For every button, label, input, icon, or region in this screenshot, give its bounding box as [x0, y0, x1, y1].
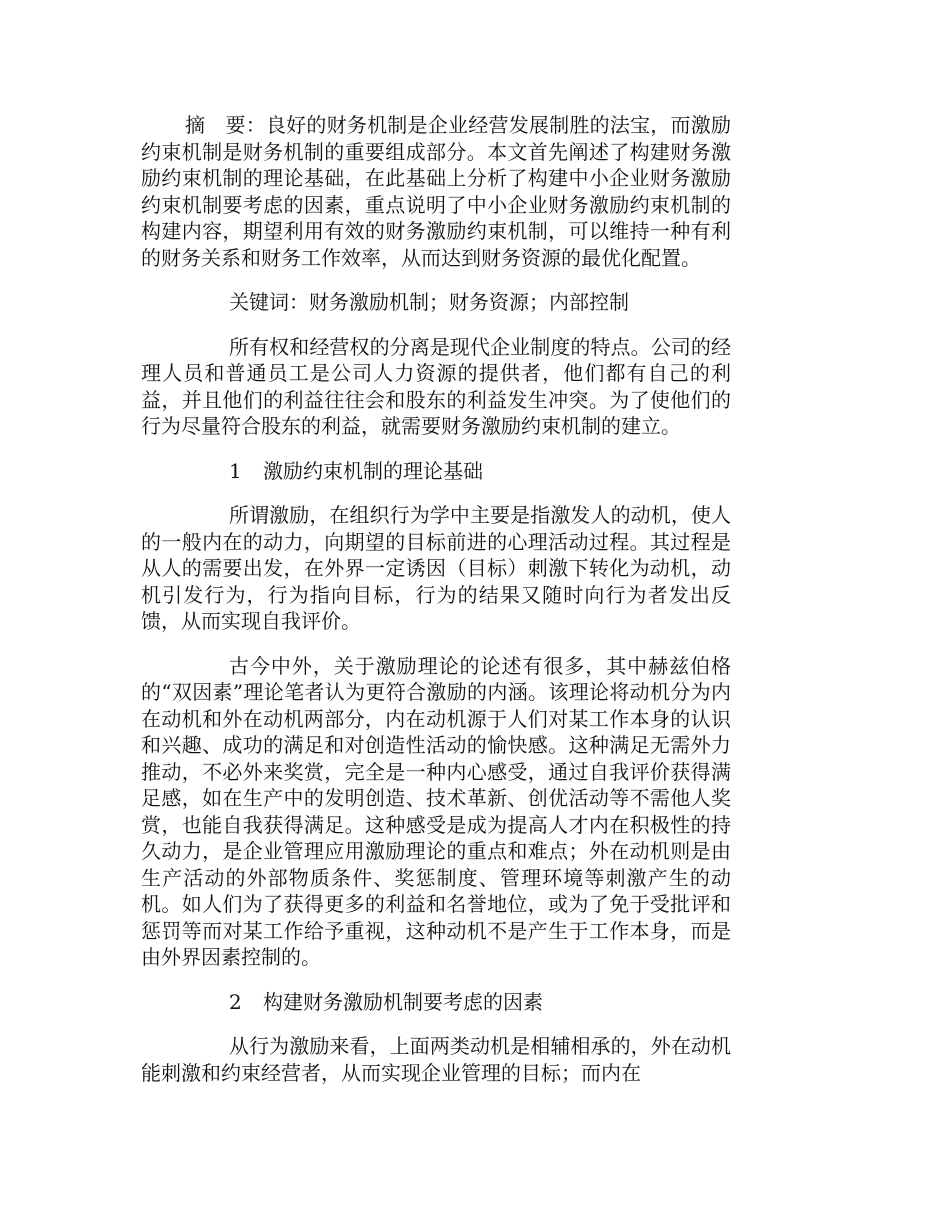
section-1-title: 激励约束机制的理论基础 [263, 458, 483, 483]
section-1-number: 1 [229, 458, 242, 483]
section-2-heading [141, 989, 731, 1016]
section-2-title: 构建财务激励机制要考虑的因素 [263, 989, 543, 1014]
section-1-paragraph: 所谓激励，在组织行为学中主要是指激发人的动机，使人的一般内在的动力，向期望的目标前进的心理活动过程。其过程是从人的需要出发，在外界一定诱因（目标）刺激下转化为动机，动机引发行为，行为指向目标，行为的结果又随时向行为者发出反馈，从而实现自我评价。 [141, 503, 731, 633]
intro-paragraph: 所有权和经营权的分离是现代企业制度的特点。公司的经理人员和普通员工是公司人力资源的提供者，他们都有自己的利益，并且他们的利益往往会和股东的利益发生冲突。为了使他们的行为尽量符合股东的利益，就需要财务激励约束机制的建立。 [141, 334, 731, 438]
keywords-line: 关键词：财务激励机制；财务资源；内部控制 [229, 290, 629, 314]
section-2-paragraph: 从行为激励来看，上面两类动机是相辅相承的，外在动机能刺激和约束经营者，从而实现企业管理的目标；而内在 [141, 1034, 731, 1085]
abstract-paragraph: 摘 要：良好的财务机制是企业经营发展制胜的法宝，而激励约束机制是财务机制的重要组成部分。本文首先阐述了构建财务激励约束机制的理论基础，在此基础上分析了构建中小企业财务激励约束机制要考虑的因素，重点说明了中小企业财务激励约束机制的构建内容，期望利用有效的财务激励约束机制，可以维持一种有利的财务关系和财务工作效率，从而达到财务资源的最优化配置。 [141, 113, 731, 270]
section-1-heading [141, 458, 731, 485]
document-page [141, 112, 731, 1104]
section-1-paragraph: 古今中外，关于激励理论的论述有很多，其中赫兹伯格的“双因素”理论笔者认为更符合激励的内涵。该理论将动机分为内在动机和外在动机两部分，内在动机源于人们对某工作本身的认识和兴趣、成功的满足和对创造性活动的愉快感。这种满足无需外力推动，不必外来奖赏，完全是一种内心感受，通过自我评价获得满足感，如在生产中的发明创造、技术革新、创优活动等不需他人奖赏，也能自我获得满足。这种感受是成为提高人才内在积极性的持久动力，是企业管理应用激励理论的重点和难点；外在动机则是由生产活动的外部物质条件、奖惩制度、管理环境等刺激产生的动机。如人们为了获得更多的利益和名誉地位，或为了免于受批评和惩罚等而对某工作给予重视，这种动机不是产生于工作本身，而是由外界因素控制的。 [141, 653, 731, 969]
section-2-number: 2 [229, 989, 242, 1014]
